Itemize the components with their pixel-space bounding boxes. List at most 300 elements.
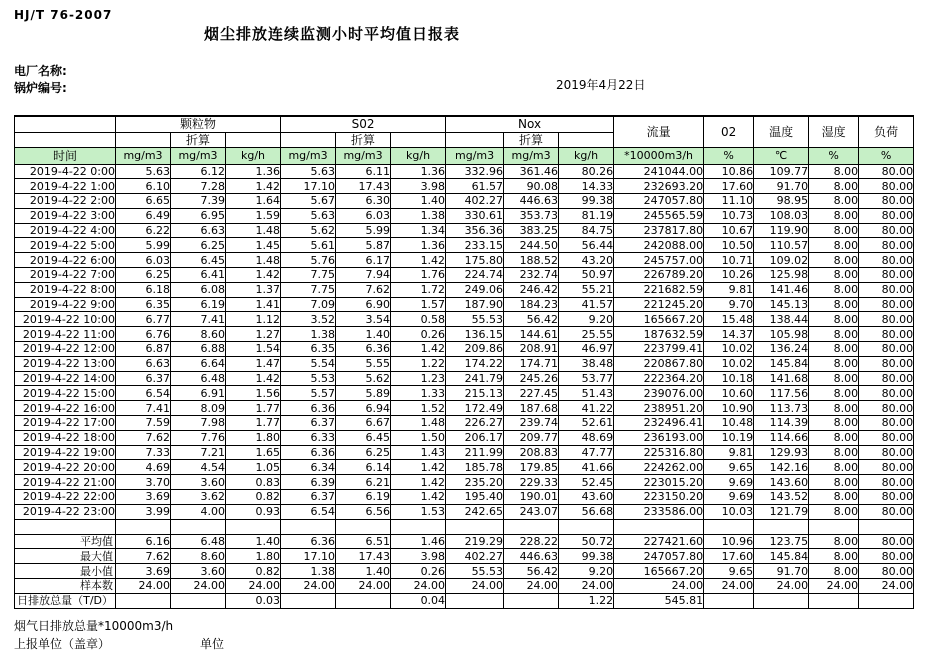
summary-label-cell (15, 593, 116, 608)
value-cell: 8.00 (809, 312, 859, 327)
summary-label: 最小值 (80, 564, 113, 578)
value-cell: 145.84 (754, 356, 809, 371)
value-cell: 6.45 (336, 430, 391, 445)
summary-value-cell: 99.38 (559, 549, 614, 564)
value-cell: 56.42 (504, 312, 559, 327)
time-cell: 2019-4-22 4:00 (15, 223, 116, 238)
value-cell: 221245.20 (614, 297, 704, 312)
value-cell: 239076.00 (614, 386, 704, 401)
value-cell: 10.71 (704, 253, 754, 268)
value-cell: 108.03 (754, 208, 809, 223)
value-cell: 242088.00 (614, 238, 704, 253)
value-cell: 6.03 (116, 253, 171, 268)
time-cell: 2019-4-22 22:00 (15, 490, 116, 505)
time-cell: 2019-4-22 0:00 (15, 164, 116, 179)
value-cell: 145.13 (754, 297, 809, 312)
subheader-converted-nox: 折算 (504, 132, 559, 147)
summary-value-cell: 3.98 (391, 549, 446, 564)
value-cell: 53.77 (559, 371, 614, 386)
value-cell: 7.09 (281, 297, 336, 312)
value-cell: 6.19 (336, 490, 391, 505)
summary-value-cell: 17.60 (704, 549, 754, 564)
value-cell: 6.54 (116, 386, 171, 401)
value-cell: 243.07 (504, 504, 559, 519)
value-cell: 3.62 (171, 490, 226, 505)
value-cell: 6.21 (336, 475, 391, 490)
value-cell: 80.00 (859, 386, 914, 401)
hourly-data-row (15, 312, 914, 327)
summary-value-cell: 123.75 (754, 534, 809, 549)
summary-value-cell: 1.40 (226, 534, 281, 549)
group-header-nox: Nox (446, 116, 614, 132)
value-cell: 330.61 (446, 208, 504, 223)
value-cell: 3.99 (116, 504, 171, 519)
value-cell: 226.27 (446, 416, 504, 431)
empty-cell (171, 519, 226, 534)
summary-value-cell (754, 593, 809, 608)
value-cell: 80.00 (859, 416, 914, 431)
value-cell: 8.00 (809, 356, 859, 371)
summary-value-cell: 228.22 (504, 534, 559, 549)
value-cell: 1.52 (391, 401, 446, 416)
hourly-data-row (15, 445, 914, 460)
summary-value-cell: 0.82 (226, 564, 281, 579)
value-cell: 1.48 (226, 223, 281, 238)
value-cell: 6.64 (171, 356, 226, 371)
value-cell: 10.90 (704, 401, 754, 416)
value-cell: 1.80 (226, 430, 281, 445)
value-cell: 80.00 (859, 179, 914, 194)
value-cell: 242.65 (446, 504, 504, 519)
value-cell: 47.77 (559, 445, 614, 460)
value-cell: 1.42 (391, 475, 446, 490)
value-cell: 208.91 (504, 342, 559, 357)
unit-cell: % (809, 147, 859, 164)
value-cell: 9.81 (704, 445, 754, 460)
value-cell: 5.62 (336, 371, 391, 386)
value-cell: 1.22 (391, 356, 446, 371)
summary-value-cell: 247057.80 (614, 549, 704, 564)
hourly-data-row (15, 208, 914, 223)
group-header-so2: S02 (281, 116, 446, 132)
summary-value-cell: 24.00 (336, 579, 391, 594)
value-cell: 1.45 (226, 238, 281, 253)
value-cell: 6.56 (336, 504, 391, 519)
value-cell: 6.49 (116, 208, 171, 223)
value-cell: 188.52 (504, 253, 559, 268)
value-cell: 1.34 (391, 223, 446, 238)
empty-cell (809, 519, 859, 534)
value-cell: 90.08 (504, 179, 559, 194)
empty-cell (116, 519, 171, 534)
value-cell: 244.50 (504, 238, 559, 253)
value-cell: 236193.00 (614, 430, 704, 445)
summary-value-cell (171, 593, 226, 608)
corner-cell (15, 116, 116, 132)
value-cell: 6.41 (171, 268, 226, 283)
value-cell: 136.24 (754, 342, 809, 357)
value-cell: 7.75 (281, 268, 336, 283)
value-cell: 1.76 (391, 268, 446, 283)
time-cell: 2019-4-22 6:00 (15, 253, 116, 268)
header-row-units (15, 147, 914, 164)
value-cell: 9.70 (704, 297, 754, 312)
value-cell: 1.27 (226, 327, 281, 342)
value-cell: 80.00 (859, 504, 914, 519)
time-cell: 2019-4-22 23:00 (15, 504, 116, 519)
value-cell: 165667.20 (614, 312, 704, 327)
value-cell: 144.61 (504, 327, 559, 342)
summary-value-cell: 24.00 (504, 579, 559, 594)
value-cell: 237817.80 (614, 223, 704, 238)
value-cell: 1.43 (391, 445, 446, 460)
value-cell: 3.70 (116, 475, 171, 490)
value-cell: 0.82 (226, 490, 281, 505)
value-cell: 225316.80 (614, 445, 704, 460)
value-cell: 43.20 (559, 253, 614, 268)
value-cell: 9.20 (559, 312, 614, 327)
value-cell: 17.43 (336, 179, 391, 194)
summary-label: 最大值 (80, 549, 113, 563)
summary-value-cell: 24.00 (281, 579, 336, 594)
group-header-particulate: 颗粒物 (116, 116, 281, 132)
value-cell: 8.00 (809, 460, 859, 475)
value-cell: 80.00 (859, 282, 914, 297)
value-cell: 6.03 (336, 208, 391, 223)
hourly-data-row (15, 297, 914, 312)
value-cell: 5.63 (281, 164, 336, 179)
value-cell: 5.63 (281, 208, 336, 223)
value-cell: 1.37 (226, 282, 281, 297)
summary-value-cell: 24.00 (391, 579, 446, 594)
value-cell: 247057.80 (614, 194, 704, 209)
value-cell: 8.09 (171, 401, 226, 416)
value-cell: 5.76 (281, 253, 336, 268)
value-cell: 6.36 (281, 401, 336, 416)
summary-value-cell: 91.70 (754, 564, 809, 579)
value-cell: 7.41 (116, 401, 171, 416)
value-cell: 8.00 (809, 282, 859, 297)
value-cell: 1.47 (226, 356, 281, 371)
hourly-data-row (15, 460, 914, 475)
summary-value-cell: 24.00 (446, 579, 504, 594)
value-cell: 195.40 (446, 490, 504, 505)
value-cell: 6.33 (281, 430, 336, 445)
value-cell: 5.61 (281, 238, 336, 253)
value-cell: 80.00 (859, 164, 914, 179)
value-cell: 80.26 (559, 164, 614, 179)
value-cell: 190.01 (504, 490, 559, 505)
time-cell: 2019-4-22 13:00 (15, 356, 116, 371)
value-cell: 80.00 (859, 238, 914, 253)
value-cell: 119.90 (754, 223, 809, 238)
empty-cell (559, 519, 614, 534)
empty-header-cell (446, 132, 504, 147)
summary-value-cell: 3.69 (116, 564, 171, 579)
value-cell: 1.23 (391, 371, 446, 386)
value-cell: 226789.20 (614, 268, 704, 283)
value-cell: 6.63 (116, 356, 171, 371)
unit-cell: mg/m3 (446, 147, 504, 164)
summary-value-cell: 1.40 (336, 564, 391, 579)
value-cell: 7.28 (171, 179, 226, 194)
value-cell: 5.99 (116, 238, 171, 253)
summary-value-cell: 80.00 (859, 549, 914, 564)
time-cell: 2019-4-22 15:00 (15, 386, 116, 401)
value-cell: 6.12 (171, 164, 226, 179)
value-cell: 1.72 (391, 282, 446, 297)
value-cell: 233.15 (446, 238, 504, 253)
summary-value-cell: 7.62 (116, 549, 171, 564)
summary-value-cell (809, 593, 859, 608)
time-cell: 2019-4-22 16:00 (15, 401, 116, 416)
summary-label: 样本数 (80, 579, 113, 593)
time-cell: 2019-4-22 18:00 (15, 430, 116, 445)
value-cell: 215.13 (446, 386, 504, 401)
hourly-data-row (15, 490, 914, 505)
value-cell: 6.30 (336, 194, 391, 209)
standard-code: HJ/T 76-2007 (14, 8, 113, 22)
value-cell: 51.43 (559, 386, 614, 401)
value-cell: 8.00 (809, 194, 859, 209)
hourly-data-row (15, 253, 914, 268)
time-cell: 2019-4-22 12:00 (15, 342, 116, 357)
value-cell: 1.42 (391, 460, 446, 475)
value-cell: 6.39 (281, 475, 336, 490)
value-cell: 6.95 (171, 208, 226, 223)
value-cell: 5.99 (336, 223, 391, 238)
empty-header-cell (391, 132, 446, 147)
value-cell: 6.48 (171, 371, 226, 386)
header-row-groups (15, 116, 914, 132)
value-cell: 10.50 (704, 238, 754, 253)
value-cell: 5.53 (281, 371, 336, 386)
value-cell: 0.83 (226, 475, 281, 490)
value-cell: 6.94 (336, 401, 391, 416)
boiler-no-label: 锅炉编号: (14, 81, 67, 95)
value-cell: 184.23 (504, 297, 559, 312)
time-cell: 2019-4-22 9:00 (15, 297, 116, 312)
hourly-data-row (15, 194, 914, 209)
value-cell: 6.11 (336, 164, 391, 179)
summary-value-cell (446, 593, 504, 608)
value-cell: 1.40 (336, 327, 391, 342)
summary-value-cell: 1.46 (391, 534, 446, 549)
value-cell: 383.25 (504, 223, 559, 238)
summary-value-cell: 8.60 (171, 549, 226, 564)
summary-value-cell: 50.72 (559, 534, 614, 549)
subheader-converted-particulate: 折算 (171, 132, 226, 147)
summary-value-cell: 6.48 (171, 534, 226, 549)
value-cell: 41.22 (559, 401, 614, 416)
summary-value-cell (504, 593, 559, 608)
header-humidity: 湿度 (809, 116, 859, 147)
value-cell: 138.44 (754, 312, 809, 327)
empty-cell (504, 519, 559, 534)
unit-cell: mg/m3 (281, 147, 336, 164)
value-cell: 1.59 (226, 208, 281, 223)
value-cell: 238951.20 (614, 401, 704, 416)
time-cell: 2019-4-22 8:00 (15, 282, 116, 297)
value-cell: 7.59 (116, 416, 171, 431)
time-cell: 2019-4-22 20:00 (15, 460, 116, 475)
value-cell: 10.67 (704, 223, 754, 238)
value-cell: 174.71 (504, 356, 559, 371)
value-cell: 50.97 (559, 268, 614, 283)
value-cell: 25.55 (559, 327, 614, 342)
value-cell: 1.33 (391, 386, 446, 401)
value-cell: 0.93 (226, 504, 281, 519)
value-cell: 6.36 (336, 342, 391, 357)
value-cell: 206.17 (446, 430, 504, 445)
value-cell: 80.00 (859, 401, 914, 416)
value-cell: 121.79 (754, 504, 809, 519)
value-cell: 80.00 (859, 268, 914, 283)
value-cell: 80.00 (859, 297, 914, 312)
value-cell: 11.10 (704, 194, 754, 209)
value-cell: 1.77 (226, 416, 281, 431)
value-cell: 7.62 (336, 282, 391, 297)
value-cell: 1.38 (281, 327, 336, 342)
value-cell: 223150.20 (614, 490, 704, 505)
value-cell: 41.66 (559, 460, 614, 475)
value-cell: 14.33 (559, 179, 614, 194)
value-cell: 185.78 (446, 460, 504, 475)
summary-value-cell: 24.00 (859, 579, 914, 594)
value-cell: 174.22 (446, 356, 504, 371)
value-cell: 6.77 (116, 312, 171, 327)
value-cell: 99.38 (559, 194, 614, 209)
value-cell: 7.76 (171, 430, 226, 445)
value-cell: 6.34 (281, 460, 336, 475)
value-cell: 10.02 (704, 356, 754, 371)
value-cell: 80.00 (859, 460, 914, 475)
value-cell: 9.69 (704, 475, 754, 490)
empty-cell (226, 519, 281, 534)
value-cell: 10.18 (704, 371, 754, 386)
hourly-data-row (15, 327, 914, 342)
value-cell: 6.10 (116, 179, 171, 194)
value-cell: 6.14 (336, 460, 391, 475)
value-cell: 4.00 (171, 504, 226, 519)
value-cell: 6.67 (336, 416, 391, 431)
summary-value-cell: 165667.20 (614, 564, 704, 579)
value-cell: 8.00 (809, 490, 859, 505)
value-cell: 235.20 (446, 475, 504, 490)
value-cell: 1.42 (226, 371, 281, 386)
value-cell: 80.00 (859, 445, 914, 460)
summary-label-cell (15, 534, 116, 549)
value-cell: 1.36 (391, 238, 446, 253)
summary-value-cell: 17.43 (336, 549, 391, 564)
value-cell: 3.60 (171, 475, 226, 490)
value-cell: 1.05 (226, 460, 281, 475)
footer-flow-total-label: 烟气日排放总量*10000m3/h (14, 619, 174, 633)
subheader-converted-so2: 折算 (336, 132, 391, 147)
summary-row (15, 564, 914, 579)
summary-value-cell: 10.96 (704, 534, 754, 549)
value-cell: 249.06 (446, 282, 504, 297)
value-cell: 8.00 (809, 164, 859, 179)
value-cell: 8.00 (809, 342, 859, 357)
value-cell: 141.46 (754, 282, 809, 297)
value-cell: 80.00 (859, 208, 914, 223)
value-cell: 5.63 (116, 164, 171, 179)
value-cell: 5.54 (281, 356, 336, 371)
value-cell: 38.48 (559, 356, 614, 371)
summary-value-cell: 1.22 (559, 593, 614, 608)
value-cell: 48.69 (559, 430, 614, 445)
report-title: 烟尘排放连续监测小时平均值日报表 (204, 25, 461, 43)
value-cell: 10.19 (704, 430, 754, 445)
empty-cell (754, 519, 809, 534)
value-cell: 8.00 (809, 416, 859, 431)
value-cell: 8.00 (809, 504, 859, 519)
value-cell: 52.45 (559, 475, 614, 490)
value-cell: 402.27 (446, 194, 504, 209)
summary-value-cell: 402.27 (446, 549, 504, 564)
summary-value-cell (116, 593, 171, 608)
empty-cell (281, 519, 336, 534)
summary-value-cell: 24.00 (171, 579, 226, 594)
unit-cell: mg/m3 (171, 147, 226, 164)
value-cell: 5.67 (281, 194, 336, 209)
value-cell: 8.00 (809, 430, 859, 445)
value-cell: 114.66 (754, 430, 809, 445)
value-cell: 209.86 (446, 342, 504, 357)
value-cell: 232496.41 (614, 416, 704, 431)
empty-header-cell (226, 132, 281, 147)
summary-value-cell: 227421.60 (614, 534, 704, 549)
value-cell: 8.00 (809, 223, 859, 238)
plant-name-label: 电厂名称: (14, 64, 67, 78)
value-cell: 8.00 (809, 208, 859, 223)
value-cell: 3.54 (336, 312, 391, 327)
value-cell: 10.03 (704, 504, 754, 519)
value-cell: 241044.00 (614, 164, 704, 179)
hourly-rows (15, 164, 914, 519)
value-cell: 227.45 (504, 386, 559, 401)
value-cell: 8.00 (809, 371, 859, 386)
value-cell: 43.60 (559, 490, 614, 505)
value-cell: 141.68 (754, 371, 809, 386)
unit-cell: kg/h (226, 147, 281, 164)
value-cell: 209.77 (504, 430, 559, 445)
summary-value-cell: 6.36 (281, 534, 336, 549)
value-cell: 1.42 (226, 179, 281, 194)
value-cell: 14.37 (704, 327, 754, 342)
empty-cell (446, 519, 504, 534)
summary-value-cell: 80.00 (859, 534, 914, 549)
empty-cell (336, 519, 391, 534)
summary-value-cell: 0.03 (226, 593, 281, 608)
value-cell: 15.48 (704, 312, 754, 327)
empty-header-cell (116, 132, 171, 147)
value-cell: 353.73 (504, 208, 559, 223)
value-cell: 61.57 (446, 179, 504, 194)
value-cell: 1.77 (226, 401, 281, 416)
value-cell: 232.74 (504, 268, 559, 283)
unit-cell: mg/m3 (116, 147, 171, 164)
summary-row (15, 593, 914, 608)
value-cell: 8.00 (809, 297, 859, 312)
summary-row (15, 549, 914, 564)
value-cell: 208.83 (504, 445, 559, 460)
time-cell: 2019-4-22 3:00 (15, 208, 116, 223)
value-cell: 10.48 (704, 416, 754, 431)
time-cell: 2019-4-22 7:00 (15, 268, 116, 283)
value-cell: 110.57 (754, 238, 809, 253)
